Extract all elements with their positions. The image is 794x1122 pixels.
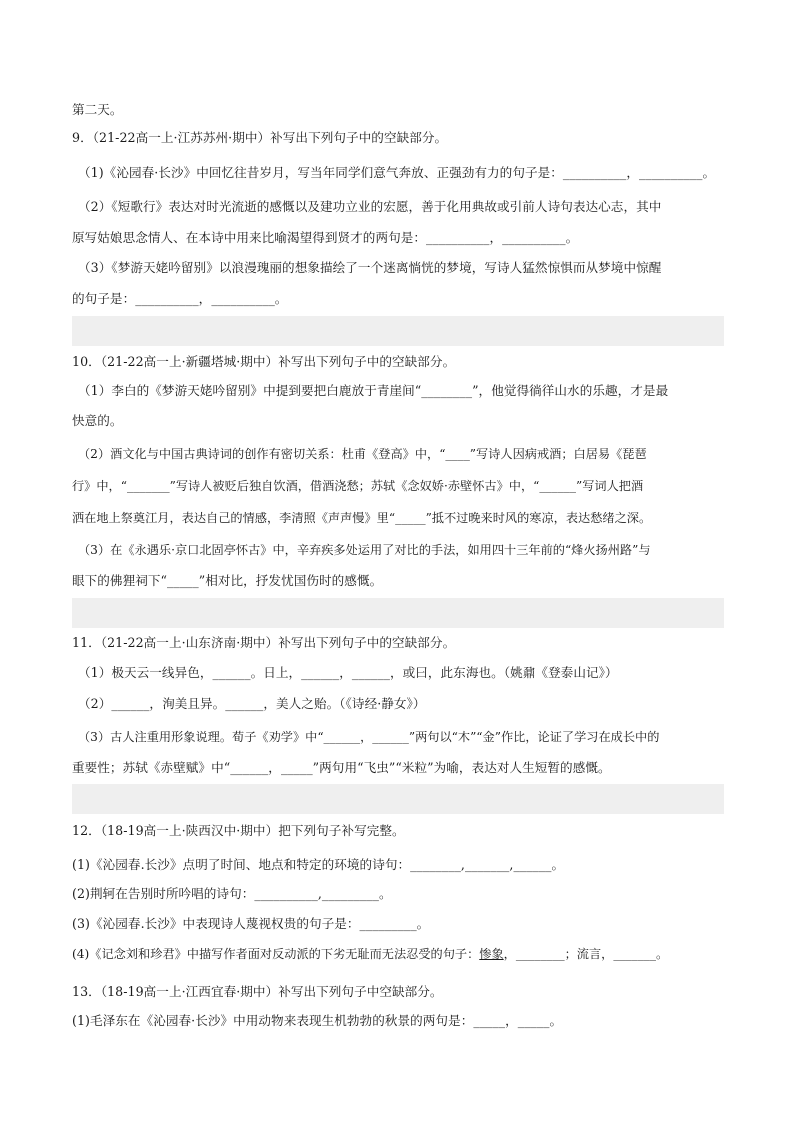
answer-area-bar (72, 316, 724, 346)
question-10-item-2-cont: 洒在地上祭奠江月，表达自己的情感，李清照《声声慢》里“_____”抵不过晚来时风的寒凉，表达愁绪之深。 (72, 511, 652, 525)
text-line: 第二天。 (72, 102, 123, 117)
question-12-item-4-tail: ，________；流言，_______。 (503, 947, 669, 961)
question-10-item-2-cont: 行》中，“_______”写诗人被贬后独自饮酒，借酒浇愁；苏轼《念奴娇·赤壁怀古》中，“______”写词人把酒 (72, 479, 644, 493)
question-11-item-1: （1）极天云一线异色，______。日上，______，______，或曰，此东海也。（姚鼐《登泰山记》） (78, 665, 618, 680)
answer-area-bar (72, 598, 724, 628)
question-11-item-2: （2）______，洵美且异。______，美人之贻。（《诗经·静女》） (78, 696, 426, 711)
question-12-heading: 12．（18-19高一上·陕西汉中·期中）把下列句子补写完整。 (72, 823, 405, 838)
question-12-item-2: (2)荆轲在告别时所吟唱的诗句：__________,_________。 (72, 886, 392, 901)
question-10-heading: 10．（21-22高一上·新疆塔城·期中）补写出下列句子中的空缺部分。 (72, 354, 456, 369)
question-11-heading: 11．（21-22高一上·山东济南·期中）补写出下列句子中的空缺部分。 (72, 635, 456, 650)
underlined-word: 惨象 (479, 947, 504, 961)
question-9-item-2: （2）《短歌行》表达对时光流逝的感慨以及建功立业的宏愿，善于化用典故或引前人诗句表达心志，其中 (78, 199, 662, 214)
question-10-item-3: （3）在《永遇乐·京口北固亭怀古》中，辛弃疾多处运用了对比的手法，如用四十三年前的“烽火扬州路”与 (78, 543, 651, 557)
question-10-item-1: （1）李白的《梦游天姥吟留别》中提到要把白鹿放于青崖间“________”，他觉得徜徉山水的乐趣，才是最 (78, 383, 669, 398)
question-11-item-3: （3）古人注重用形象说理。荀子《劝学》中“______，______”两句以“木”“金”作比，论证了学习在成长中的 (78, 730, 660, 744)
question-12-item-3: (3)《沁园春.长沙》中表现诗人蔑视权贵的句子是：_________。 (72, 916, 430, 931)
question-9-item-3: （3）《梦游天姥吟留别》以浪漫瑰丽的想象描绘了一个迷离惝恍的梦境，写诗人猛然惊惧而从梦境中惊醒 (78, 260, 662, 275)
question-9-heading: 9．（21-22高一上·江苏苏州·期中）补写出下列句子中的空缺部分。 (72, 130, 448, 145)
question-10-item-1-cont: 快意的。 (72, 413, 123, 428)
question-10-item-2: （2）酒文化与中国古典诗词的创作有密切关系：杜甫《登高》中，“____”写诗人因病戒酒；白居易《琵琶 (78, 447, 647, 461)
question-11-item-3-cont: 重要性；苏轼《赤壁赋》中“______，_____”两句用“飞虫”“米粒”为喻，表达对人生短暂的感慨。 (72, 760, 611, 775)
question-12-item-1: (1)《沁园春.长沙》点明了时间、地点和特定的环境的诗句：________,_______,______。 (72, 857, 565, 872)
question-13-heading: 13．（18-19高一上·江西宜春·期中）补写出下列句子中空缺部分。 (72, 984, 443, 999)
question-9-item-1: （1)《沁园春·长沙》中回忆往昔岁月，写当年同学们意气奔放、正强劲有力的句子是：__________，__________。 (78, 165, 716, 180)
question-13-item-1: (1)毛泽东在《沁园春·长沙》中用动物来表现生机勃勃的秋景的两句是：_____，_____。 (72, 1013, 563, 1028)
question-12-item-4-text: (4)《记念刘和珍君》中描写作者面对反动派的下劣无耻而无法忍受的句子： (72, 947, 480, 961)
answer-area-bar (72, 784, 724, 814)
question-10-item-3-cont: 眼下的佛狸祠下“_____”相对比，抒发忧国伤时的感慨。 (72, 573, 383, 588)
question-9-item-2-cont: 原写姑娘思念情人、在本诗中用来比喻渴望得到贤才的两句是：__________，__________。 (72, 230, 579, 245)
question-9-item-3-cont: 的句子是：__________，__________。 (72, 291, 288, 306)
question-12-item-4 (72, 945, 668, 963)
